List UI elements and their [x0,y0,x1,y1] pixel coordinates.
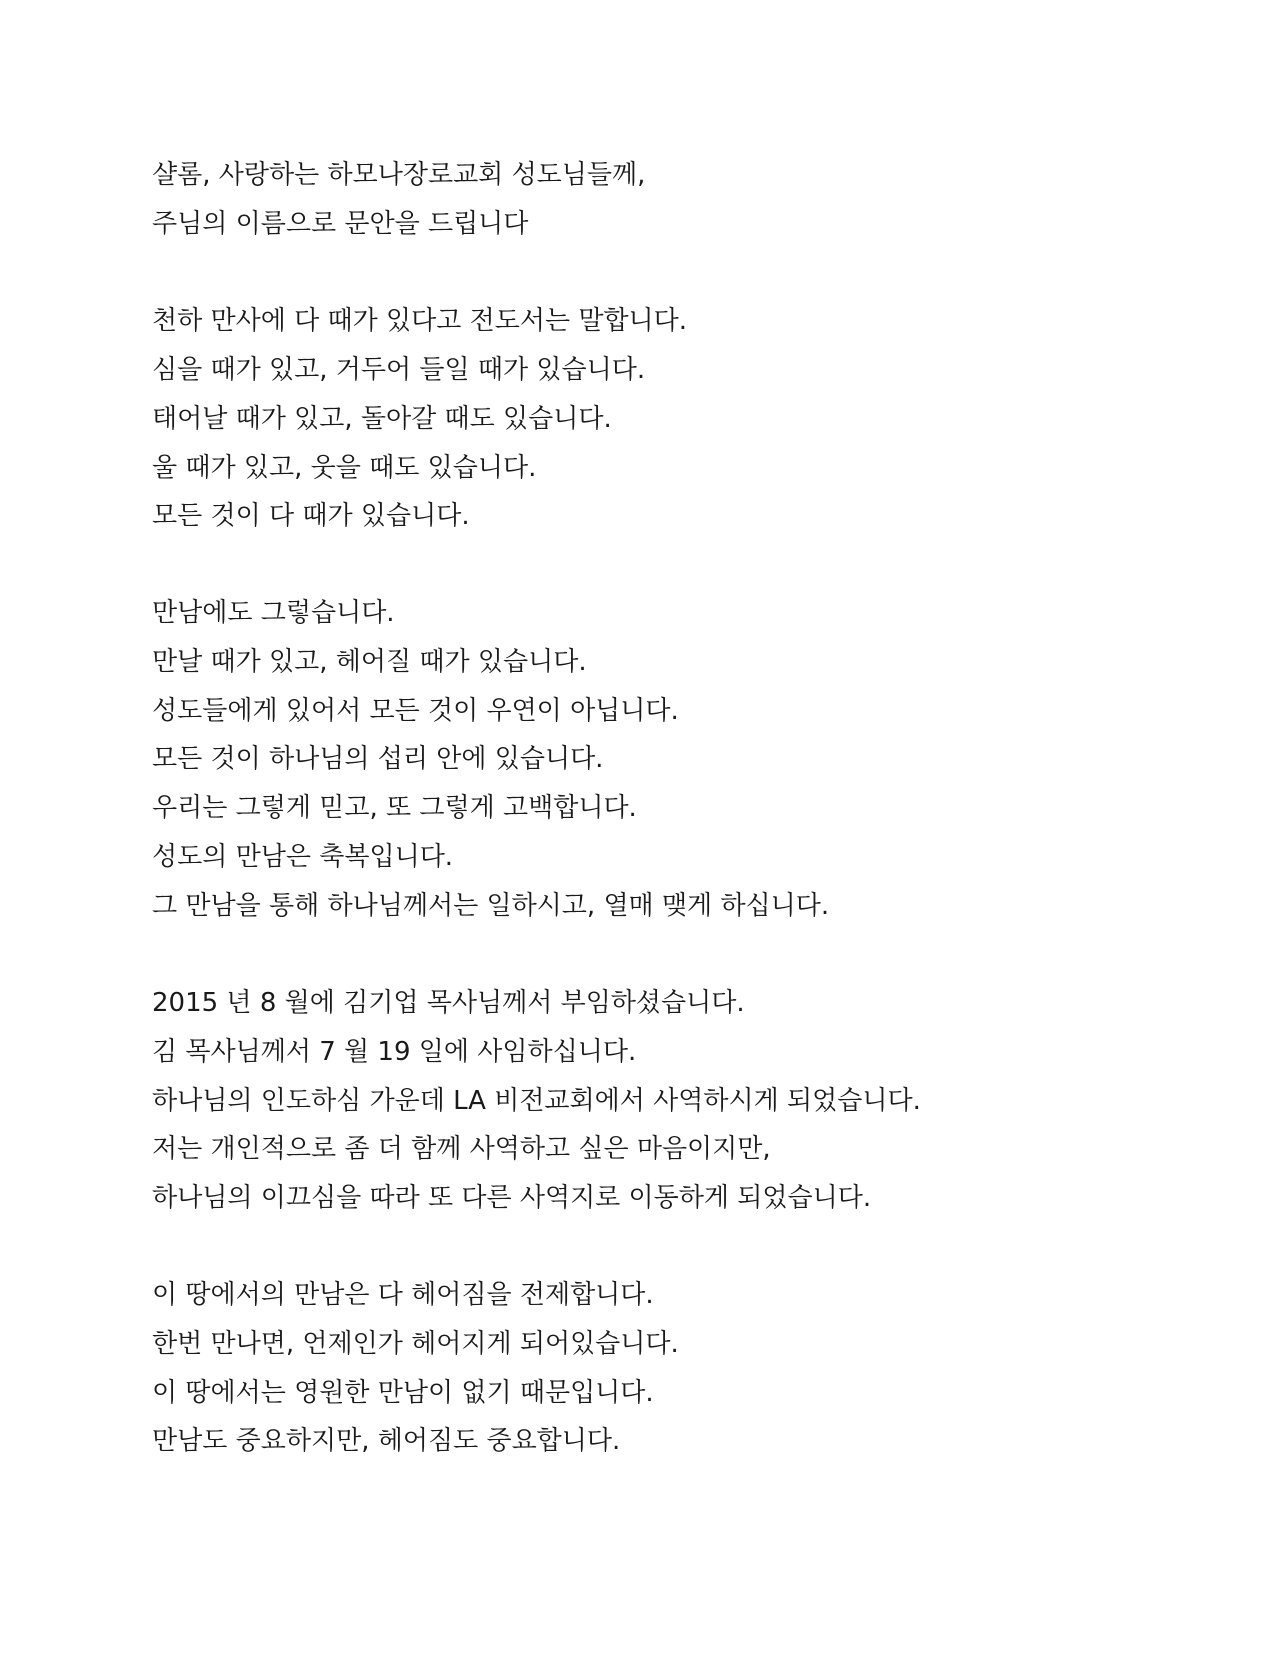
text-line: 심을 때가 있고, 거두어 들일 때가 있습니다. [152,355,646,385]
text-line: 만날 때가 있고, 헤어질 때가 있습니다. [152,647,587,677]
text-line: 그 만남을 통해 하나님께서는 일하시고, 열매 맺게 하십니다. [152,891,830,921]
text-line: 하나님의 인도하심 가운데 LA 비전교회에서 사역하시게 되었습니다. [152,1086,921,1116]
text-line: 모든 것이 다 때가 있습니다. [152,501,470,531]
text-line: 천하 만사에 다 때가 있다고 전도서는 말합니다. [152,306,688,336]
text-line: 태어날 때가 있고, 돌아갈 때도 있습니다. [152,404,612,434]
text-line: 만남도 중요하지만, 헤어짐도 중요합니다. [152,1426,621,1456]
text-line: 성도의 만남은 축복입니다. [152,842,454,872]
text-line: 이 땅에서의 만남은 다 헤어짐을 전제합니다. [152,1280,654,1310]
text-line: 만남에도 그렇습니다. [152,598,395,628]
text-line: 우리는 그렇게 믿고, 또 그렇게 고백합니다. [152,793,637,823]
text-line: 한번 만나면, 언제인가 헤어지게 되어있습니다. [152,1329,679,1359]
text-line: 울 때가 있고, 웃을 때도 있습니다. [152,453,537,483]
text-line: 김 목사님께서 7 월 19 일에 사임하십니다. [152,1037,637,1067]
text-line: 모든 것이 하나님의 섭리 안에 있습니다. [152,744,604,774]
text-line: 저는 개인적으로 좀 더 함께 사역하고 싶은 마음이지만, [152,1134,771,1164]
text-line: 주님의 이름으로 문안을 드립니다 [152,209,529,239]
text-line: 성도들에게 있어서 모든 것이 우연이 아닙니다. [152,696,679,726]
text-line: 2015 년 8 월에 김기업 목사님께서 부임하셨습니다. [152,988,745,1018]
text-line: 이 땅에서는 영원한 만남이 없기 때문입니다. [152,1378,654,1408]
text-line: 하나님의 이끄심을 따라 또 다른 사역지로 이동하게 되었습니다. [152,1183,872,1213]
text-line: 샬롬, 사랑하는 하모나장로교회 성도님들께, [152,160,646,190]
